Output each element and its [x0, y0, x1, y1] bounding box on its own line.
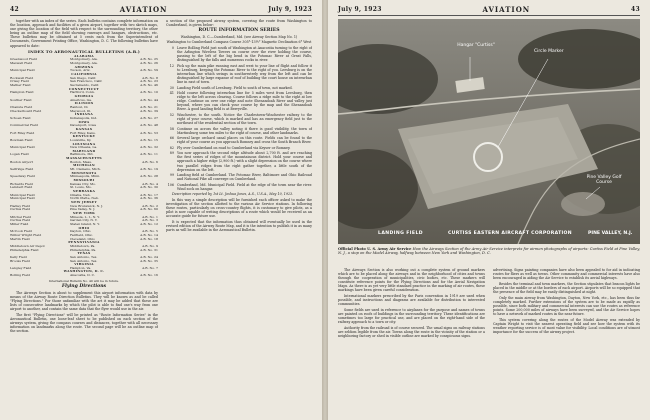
index-no: A.B. No. 35	[140, 258, 158, 263]
index-town: Montgomery, Ala.	[69, 57, 98, 62]
index-name: Bolling Field	[10, 273, 30, 278]
index-town: Staten Island, N. Y.	[69, 221, 100, 226]
index-town: Hampton, Va.	[69, 265, 92, 270]
route-text: Winchester, to the south. Notice the Charlestown-Winchester railway to the right of your course, which is marked and has an emergency field just to the northeast of the residential section of the town.	[177, 112, 312, 126]
route-series-title: ROUTE INFORMATION SERIES	[198, 27, 280, 33]
index-name: Martin Field	[10, 236, 30, 241]
index-name: Brooks Field	[10, 258, 30, 263]
closing-paragraph: It is expected that the information thus obtained will eventually be used in the revised edition of the Airway Route Map, and it is the intention to publish it in as many parts as will be available in the Aeronautical Bulletin.	[166, 219, 312, 233]
index-name: Middletown Air Depot	[10, 243, 45, 248]
index-name: Wilbur Wright Field	[10, 232, 42, 237]
index-town: San Francisco, Calif.	[69, 79, 103, 84]
index-town: New Orleans, La.	[69, 145, 98, 150]
index-name: McCook Field	[10, 229, 32, 234]
index-no: A.B. No. 10	[140, 90, 158, 95]
index-name: Hampton Field	[10, 90, 34, 95]
index-name: Selfridge Field	[10, 167, 34, 172]
index-name: Fort Riley Field	[10, 130, 35, 135]
index-state: OHIO	[78, 225, 90, 230]
index-name: Richards Field	[10, 181, 33, 186]
body-paragraph: advertising. Signs painting companies have also been appealed to for aid in indicating routes for fliers as well as towns. Other community and commercial interests have also been encouraged in aiding the Air Service to establish its aerial highways.	[493, 268, 640, 281]
index-town: Mt. Clemens, Mich.	[69, 167, 101, 172]
index-name: Greenwood Field	[10, 57, 37, 62]
body-paragraph: Besides the terminal and town markers, the Section stipulates that beacon lights be placed in the middle or at the borders of each airport. Airports will be so equipped that the presence of the field may be easily distinguished at night.	[493, 281, 640, 294]
route-subtitle-2: Washington to Cumberland Compass Course 305°-13½° Magnetic Declination 6° West	[166, 39, 312, 44]
route-entry	[166, 151, 312, 171]
index-town: Omaha, Neb.	[69, 192, 91, 197]
right-header-rule	[338, 15, 640, 16]
flying-directions-heading: Flying Directions	[61, 283, 107, 289]
index-name: Schoen Field	[10, 115, 31, 120]
aerial-photo-illustration	[338, 19, 640, 244]
index-name: Municipal Field	[10, 196, 35, 201]
route-text: Leave Bolling Field just south of Washington at Anacostia turning to the right of the Arlington Wireless Towers on course over the river holding the course, passing to the left of the big bend in the Potomac River at Great Falls, distinguished by the falls and numerous rocks in river.	[177, 45, 312, 63]
index-town: Indianapolis, Ind.	[69, 115, 98, 120]
index-row	[10, 274, 158, 278]
index-name: Checkerboard Field	[10, 108, 42, 113]
index-town: Rantoul, Ill.	[69, 104, 89, 109]
route-text: Hold course following interurban line for 5 miles west from Leesburg, then ridge to the left across clearing. Course follows a ridge mile to the right at low ridge. Continue on over one ridge and note Shenandoah River and valley just beyond, where you can check your course by the map and the Shenandoah River. A good landing field is at Berryville.	[177, 91, 312, 112]
route-mileage: 0	[171, 45, 174, 50]
right-column-2	[493, 268, 640, 414]
closing-paragraph: In this way a simple description will be furnished each officer asked to make the investigation of the section allotted to the various Air Service stations. In following these routes, particularly on cross-country flights, it is customary to give pilots, as a pilot is now capable of writing descriptions of a route which would be received as an accurate guide for future use.	[166, 197, 312, 219]
index-town: Dayton, Ohio	[69, 229, 91, 234]
index-no: A.B. No. 17	[140, 192, 158, 197]
body-paragraph: This system covering along the routes of the Model Airway was extended by Captain Wright to visit the nearest operating field and see how the system with its weather reporting service is of most value for visibility. Local conditions are of utmost importance for the success of the airway project.	[493, 317, 640, 334]
route-text: Pick up the main pike running east and west to your line of flight and follow it to Leesburg, keeping the Potomac River to the right of you. Leesburg is on the interurban line which swings in southwesterly way from the left and can be distinguished by large expanse of roof of building the court house on interurban line in east of town.	[177, 63, 312, 85]
index-town: Louisville, Ky.	[69, 137, 92, 142]
index-state: CONNECTICUT	[68, 86, 100, 91]
photo-label-marker: Circle Marker	[534, 49, 564, 54]
index-state: ILLINOIS	[74, 101, 94, 106]
index-no: A.B. No. 4	[142, 181, 158, 186]
body-paragraph: The Airways Section is also working out a complete system of ground markers which are to be placed along the airways and in the neighborhood of cities and towns through the cooperation of municipalities, civic bodies, etc. These markers will constitute reference points for the Flying Directions and for the Aerial Navigation Maps. As there is as yet very little standard practice in the marking of air routes, these markings have been given careful consideration.	[338, 268, 485, 293]
route-text: Cumberland, Md. Municipal Field. Field at the edge of the town near the river. Wind sock on hangar.	[177, 182, 312, 191]
index-name: Logan Field	[10, 152, 29, 157]
aerial-photograph	[338, 19, 640, 244]
index-no: A.B. No. 1	[142, 214, 158, 219]
route-text: You now approach the second ridge altitude about 2,700 ft. and are reaching the first series of ridges of the mountainous district. Hold your course and approach a higher ridge (2,900 ft.) with a slight depression on the course where two parallel ridges from the right gather together, a little south of the depression on the left.	[177, 151, 312, 172]
index-no: A.B. No. 30	[140, 185, 158, 190]
route-text: Continue on across the valley noting it there is good visibility, the town of Martinsburg some ten miles to the right of course, and other landmarks.	[177, 126, 312, 135]
index-state: CALIFORNIA	[71, 72, 97, 77]
photo-label-location: PINE VALLEY, N.J.	[588, 231, 633, 236]
index-town: Philadelphia, Pa.	[69, 247, 97, 252]
index-no: A.B. No. 25	[140, 57, 158, 62]
index-no: A.B. No. 21	[140, 104, 158, 109]
left-page-number: 42	[10, 6, 19, 13]
index-no: A.B. No. 18	[140, 236, 158, 241]
body-paragraph: Authority from the railroad is of course secured. The usual signs on railway stations are seldom legible from the air. Towns along the route in the vicinity of the station or a neighboring factory or shed in visible outline are marked by conspicuous signs.	[338, 325, 485, 338]
route-mileage: 41	[169, 91, 174, 96]
index-no: A.B. No. 15	[140, 137, 158, 142]
route-mileage: 30	[169, 85, 174, 90]
route-mileage: 99	[169, 173, 174, 178]
index-name: Kelly Field	[10, 254, 27, 259]
index-name: Commercial Field	[10, 123, 38, 128]
index-state: NEW JERSEY	[71, 200, 97, 204]
index-state: ALABAMA	[74, 53, 94, 58]
index-no: A.B. No. 9	[142, 243, 158, 248]
left-header-rule	[10, 15, 312, 16]
index-no: A.B. No. 60	[140, 207, 158, 212]
photo-label-golf: Pine Valley Golf Course	[586, 175, 622, 185]
index-state: MICHIGAN	[73, 163, 95, 168]
index-state: WASHINGTON, D. C.	[63, 269, 105, 274]
index-name: Municipal Field	[10, 145, 35, 150]
index-town: Baltimore, Md.	[69, 152, 94, 157]
index-no: A.B. No. 28	[140, 174, 158, 179]
index-name: Rockwell Field	[10, 75, 34, 80]
index-no: A.B. No. 11	[140, 152, 158, 157]
index-town: Minneapolis, Minn.	[69, 174, 101, 179]
index-no: A.B. No. 36	[140, 196, 158, 201]
index-town: Fairfield, Ohio	[69, 232, 93, 237]
index-town: St. Louis, Mo.	[69, 185, 92, 190]
index-town: Pine Valley, N. J.	[69, 207, 96, 212]
body-paragraph: International markers prescribed by the Paris convention in 1919 are used when possible, and instructions and diagrams are available for distribution to interested communities.	[338, 294, 485, 307]
route-entry	[166, 86, 312, 90]
index-town: San Diego, Calif.	[69, 75, 97, 80]
index-state: NEW YORK	[72, 210, 96, 215]
index-no: A.B. No. 3	[142, 218, 158, 223]
route-entry	[166, 64, 312, 84]
route-mileage: 12	[169, 63, 174, 68]
right-column-1	[338, 268, 485, 414]
photo-label-company: CURTISS EASTERN AIRCRAFT CORPORATION	[448, 231, 572, 236]
index-name: Speedway Field	[10, 174, 35, 179]
route-mileage: 89	[169, 151, 174, 156]
body-paragraph: Only the main airway from Washington, Dayton, New York, etc., has been thus far completely marked. Further extensions of the system are to be made as rapidly as possible, since both military and commercial interests can use the routes as reference points. Some 200,000 miles of airways have been surveyed, and the Air Service hopes to have a network of marked routes in the near future.	[493, 295, 640, 316]
index-no: A.B. No. 44	[140, 97, 158, 102]
index-name: Boston Airport	[10, 159, 34, 164]
index-town: North Platte, Neb.	[69, 196, 99, 201]
route-entry	[166, 173, 312, 181]
index-state: TEXAS	[77, 251, 91, 256]
index-title: INDEX TO AERONAUTICAL BULLETINS (A.B.)	[28, 48, 140, 54]
index-town: Montgomery, Ala.	[69, 61, 98, 66]
route-intro: a section of the proposed airway system, covering the route from Washington to Cumberland, is given below:	[166, 19, 312, 28]
index-name: Philadelphia Field	[10, 247, 39, 252]
route-text: Landing field at Cumberland. The Potomac River, Baltimore and Ohio Railroad and National Pike all converge on Cumberland.	[177, 173, 312, 182]
index-name: Municipal Field	[10, 192, 35, 197]
route-entry	[166, 46, 312, 62]
index-town: Davenport, Iowa	[69, 123, 96, 128]
index-town: Hartford, Conn.	[69, 90, 95, 95]
right-date: July 9, 1923	[338, 6, 382, 13]
caption-text: How the Airways Section of the Army Air Service interprets for airmen photographs of airports: Curtiss Field at Pine Valley, N. J., a stop on the Model Airway, halfway between New York and Washington, D. C.	[338, 247, 640, 256]
index-name: Mather Field	[10, 83, 31, 87]
route-mileage: 106	[167, 182, 174, 187]
caption-credit: Official Photo U. S. Army Air Service	[338, 247, 412, 251]
route-text: Fly over Cumberland on road to Cumberland via Keyser or Romney.	[177, 145, 291, 150]
index-no: A.B. No. 6	[142, 159, 158, 164]
right-page-number: 43	[631, 6, 640, 13]
index-name: Municipal Field	[10, 68, 35, 73]
index-state: MISSOURI	[73, 178, 95, 183]
index-town: San Antonio, Tex.	[69, 258, 98, 263]
index-name: Curtiss Field	[10, 207, 31, 212]
left-header	[10, 5, 312, 14]
index-state: NEBRASKA	[72, 189, 96, 194]
index-no: A.B. No. 39	[140, 108, 158, 113]
index-name: Souther Field	[10, 97, 32, 102]
intro-paragraph: together with an index of the series. Each bulletin contains complete information on the location, approach and facilities of a given airport, together with two sketch maps, one giving the location of the field with respect to the surrounding territory, the other being an outline map of the field showing runways and hangars, obstructions, etc. These bulletins may be obtained at 5 cents each from the Superintendent of Documents, Government Printing Office, Washington, D. C. The following bulletins have appeared to date:	[10, 19, 158, 48]
index-town: Garden City, N. Y.	[69, 218, 98, 223]
index-no: A.B. No. 27	[140, 115, 158, 120]
index-no: A.B. No. 7	[142, 265, 158, 270]
index-name: Miller Field	[10, 221, 29, 226]
left-column-1	[10, 19, 158, 415]
index-state: MASSACHUSETTS	[66, 156, 102, 161]
index-no: A.B. No. 23	[140, 79, 158, 84]
flying-paragraph: The Airways Section is about to supplement this airport information with data by means of the Airway Route Direction Bulletins. They will be known as and be called "Flying Directions." For those unfamiliar with the art it may be added that these are lists of consecutive landmarks by which the pilot is able to find one's way from one airport to another, and contain the same data that the flyer would use in the air.	[10, 290, 158, 312]
flying-paragraph: The first "Flying Directions" will be printed as "Route Information Series" in the Aeronautical Bulletin, one loose-leaf sheet to be published on each section of the airways system, giving the compass courses and distances, together with all necessary information on landmarks along the route. The second page will be an outline map of the section.	[10, 312, 158, 334]
index-town: Cleveland, Ohio	[69, 236, 95, 241]
route-mileage: 66	[169, 136, 174, 141]
index-town: Mineola, L. I., N. Y.	[69, 214, 100, 219]
description-note: Description reported by 1st Lt. Joshua Jones, A.S., U.S.A., May 10, 1923.	[172, 192, 294, 197]
left-column-2	[166, 19, 312, 415]
route-entry	[166, 127, 312, 135]
index-town: Kansas City, Mo.	[69, 181, 96, 186]
route-entry	[166, 91, 312, 111]
index-no: A.B. No. 53	[140, 130, 158, 135]
index-state: KANSAS	[75, 126, 93, 131]
index-name: Chanute Field	[10, 104, 33, 109]
route-entry	[166, 183, 312, 191]
right-page	[328, 0, 650, 420]
index-name: Crissy Field	[10, 79, 29, 84]
index-town: San Antonio, Tex.	[69, 254, 98, 259]
route-mileage: 82	[169, 145, 174, 150]
route-text: Landing Field south of Leesburg. Field to south of town, not marked.	[177, 85, 293, 90]
route-directions-list	[166, 46, 312, 191]
index-state: VIRGINIA	[74, 262, 94, 267]
index-name: Maxwell Field	[10, 61, 33, 66]
index-state: MARYLAND	[72, 148, 96, 153]
photo-label-landing: LANDING FIELD	[378, 231, 423, 236]
bulletin-index-table	[10, 55, 158, 278]
route-entry	[166, 113, 312, 125]
photo-caption	[338, 247, 640, 256]
index-no: A.B. No. 19	[140, 167, 158, 172]
index-no: A.B. No. 31	[140, 247, 158, 252]
index-state: KENTUCKY	[72, 134, 96, 139]
index-state: IOWA	[78, 119, 90, 124]
photo-label-hangar: Hangar "Curtiss"	[457, 43, 495, 48]
index-state: PENNSYLVANIA	[68, 240, 100, 245]
index-town: Maywood, Ill.	[69, 108, 92, 113]
index-state: GEORGIA	[74, 93, 94, 98]
index-town: Boston, Mass.	[69, 159, 92, 164]
left-page	[0, 0, 322, 420]
index-town: Sacramento, Calif.	[69, 83, 99, 87]
index-no: A.B. No. 14	[140, 232, 158, 237]
index-no: A.B. No. 24	[140, 254, 158, 259]
right-running-title: AVIATION	[482, 5, 531, 14]
index-no: A.B. No. 8	[142, 75, 158, 80]
index-town: Fort Riley, Kans.	[69, 130, 96, 135]
route-text: Several large orchard canal places on this route. Fields can be found to the right of your course as you approach Romney and cross the South Branch River.	[177, 136, 312, 145]
index-footnote: International Bulletin No. 40 will be in future.	[48, 278, 120, 283]
index-name: Langley Field	[10, 265, 32, 270]
index-name: Mitchel Field	[10, 214, 31, 219]
index-no: A.B. No. 46	[140, 83, 158, 87]
index-name: Curtiss Field	[10, 218, 31, 223]
index-no: A.B. No. 26	[140, 61, 158, 66]
index-town: Tucson, Ariz.	[69, 68, 91, 73]
index-state: LOUISIANA	[72, 141, 96, 146]
index-state: INDIANA	[74, 112, 94, 117]
index-name: Hadley Field	[10, 203, 31, 208]
left-date: July 9, 1923	[268, 6, 312, 13]
right-header	[338, 5, 640, 14]
route-entry	[166, 146, 312, 150]
index-no: A.B. No. 32	[140, 145, 158, 150]
route-mileage: 58	[169, 126, 174, 131]
index-town: New Brunswick, N. J.	[69, 203, 104, 208]
index-no: A.B. No. 59	[140, 68, 158, 73]
index-town: Anacostia, D. C.	[69, 273, 95, 278]
index-no: A.B. No. 16	[140, 273, 158, 278]
route-subtitle-1: Washington, D. C.—Cumberland, Md. (see Airway Section Map No. 1)	[180, 34, 298, 39]
index-state: MINNESOTA	[71, 170, 97, 175]
route-entry	[166, 136, 312, 144]
index-town: Middletown, Pa.	[69, 243, 96, 248]
index-name: Lambert Field	[10, 185, 33, 190]
index-name: Bowman Field	[10, 137, 33, 142]
body-paragraph: Some fields are used in reference to airplanes for the purpose and names of towns are painted on roofs of buildings in the surrounding territory. These identifications are sometimes too large for practical use, and are placed on the right-hand side of the railway approach to a town or city.	[338, 307, 485, 325]
index-town: Americus, Ga.	[69, 97, 92, 102]
left-running-title: AVIATION	[119, 5, 168, 14]
index-no: A.B. No. 12	[140, 221, 158, 226]
index-no: A.B. No. 5	[142, 229, 158, 234]
route-mileage: 52	[169, 112, 174, 117]
index-no: A.B. No. 2	[142, 203, 158, 208]
index-no: A.B. No. 48	[140, 123, 158, 128]
index-state: ARIZONA	[74, 64, 94, 69]
